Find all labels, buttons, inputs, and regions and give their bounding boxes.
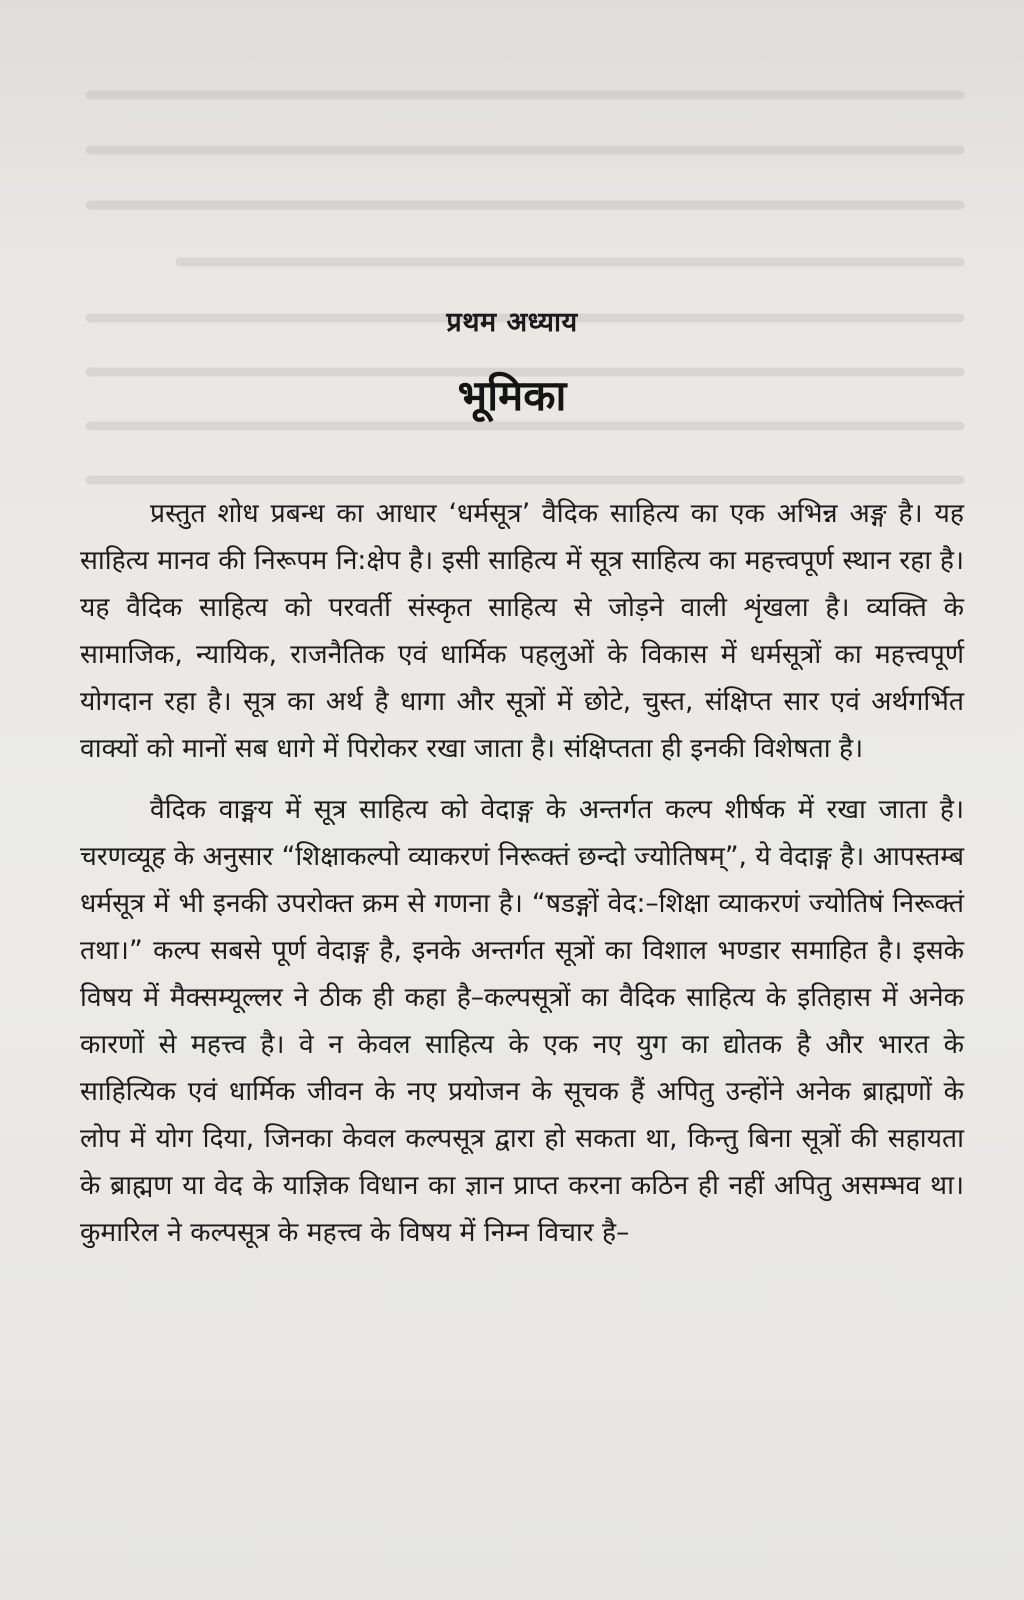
paragraph-2: वैदिक वाङ्मय में सूत्र साहित्य को वेदाङ्ग के अन्तर्गत कल्प शीर्षक में रखा जाता है। चरणव्यूह के अनुसार “शिक्षाकल्पो व्याकरणं निरूक्तं छन्दो ज्योतिषम्”, ये वेदाङ्ग है। आपस्तम्ब धर्मसूत्र में भी इनकी उपरोक्त क्रम से गणना है। “षडङ्गों वेद:–शिक्षा व्याकरणं ज्योतिषं निरूक्तं तथा।” कल्प सबसे पूर्ण वेदाङ्ग है, इनके अन्तर्गत सूत्रों का विशाल भण्डार समाहित है। इसके विषय में मैक्सम्यूल्लर ने ठीक ही कहा है–कल्पसूत्रों का वैदिक साहित्य के इतिहास में अनेक कारणों से महत्त्व है। वे न केवल साहित्य के एक नए युग का द्योतक है और भारत के साहित्यिक एवं धार्मिक जीवन के नए प्रयोजन के सूचक हैं अपितु उन्होंने अनेक ब्राह्मणों के लोप में योग दिया, जिनका केवल कल्पसूत्र द्वारा हो सकता था, किन्तु बिना सूत्रों की सहायता के ब्राह्मण या वेद के याज्ञिक विधान का ज्ञान प्राप्त करना कठिन ही नहीं अपितु असम्भव था। कुमारिल ने कल्पसूत्र के महत्त्व के विषय में निम्न विचार है–	[80, 794, 964, 1248]
chapter-label: प्रथम अध्याय	[446, 307, 578, 338]
chapter-title: भूमिका	[457, 371, 567, 420]
body-text	[80, 490, 964, 1256]
paragraph-1: प्रस्तुत शोध प्रबन्ध का आधार ‘धर्मसूत्र’ वैदिक साहित्य का एक अभिन्न अङ्ग है। यह साहित्य मानव की निरूपम नि:क्षेप है। इसी साहित्य में सूत्र साहित्य का महत्त्वपूर्ण स्थान रहा है। यह वैदिक साहित्य को परवर्ती संस्कृत साहित्य से जोड़ने वाली शृंखला है। व्यक्ति के सामाजिक, न्यायिक, राजनैतिक एवं धार्मिक पहलुओं के विकास में धर्मसूत्रों का महत्त्वपूर्ण योगदान रहा है। सूत्र का अर्थ है धागा और सूत्रों में छोटे, चुस्त, संक्षिप्त सार एवं अर्थगर्भित वाक्यों को मानों सब धागे में पिरोकर रखा जाता है। संक्षिप्तता ही इनकी विशेषता है।	[80, 498, 964, 764]
